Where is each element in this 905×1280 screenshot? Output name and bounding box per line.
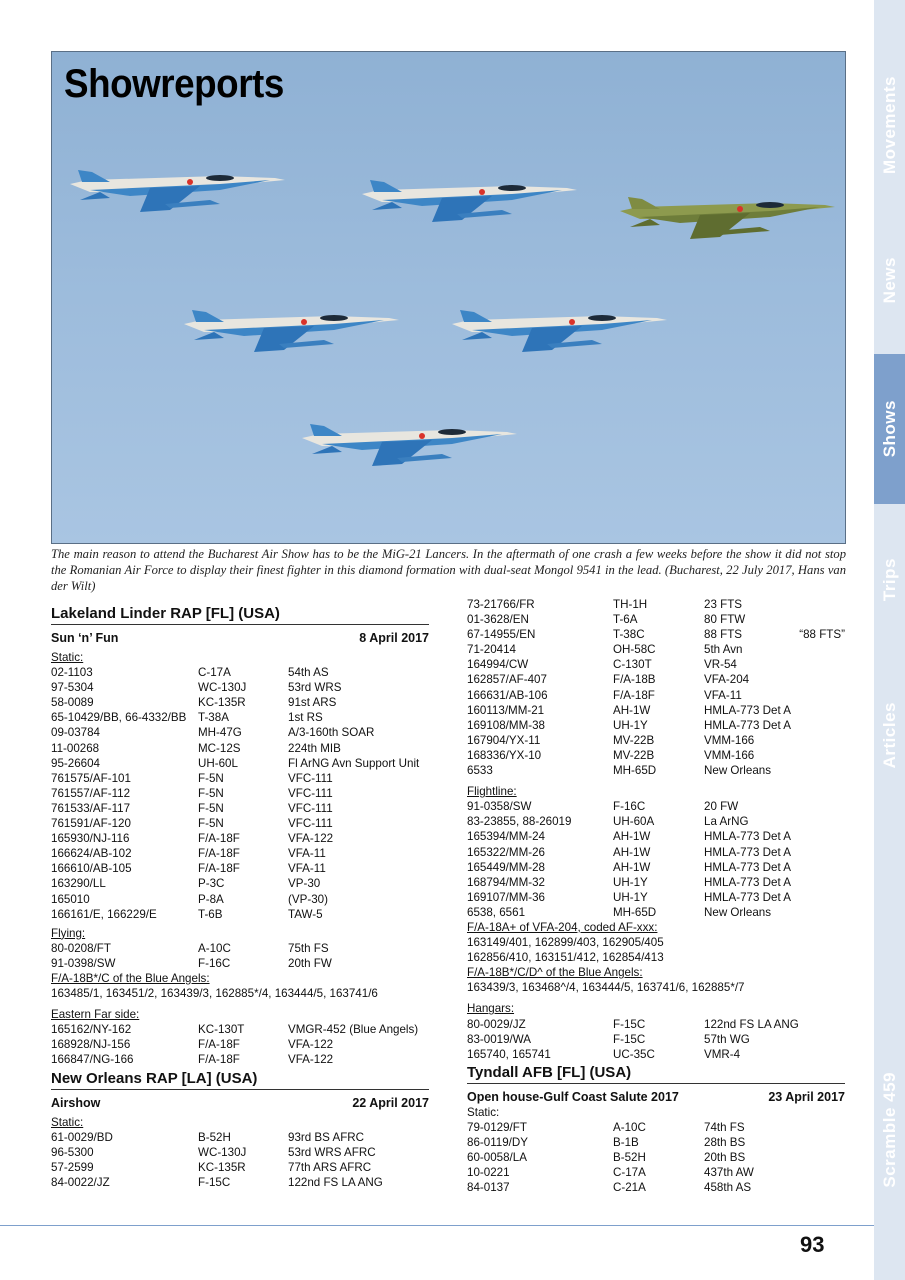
flightline-label: Flightline:: [467, 785, 517, 799]
aircraft-row: [51, 1160, 429, 1175]
blue-angels-serials: 163485/1, 163451/2, 163439/3, 162885*/4, 163444/5, 163741/6: [51, 987, 378, 1001]
serial: 91-0398/SW: [51, 956, 116, 970]
aircraft-row: [467, 612, 845, 627]
aircraft-row: [467, 748, 845, 763]
type: F-5N: [198, 786, 224, 800]
event-header: [51, 630, 429, 646]
event-header: [467, 1089, 845, 1105]
aircraft-row: [51, 876, 429, 891]
unit: 437th AW: [704, 1166, 754, 1180]
note: “88 FTS”: [799, 628, 845, 642]
tab-news[interactable]: News: [879, 256, 899, 304]
serial: 165449/MM-28: [467, 860, 545, 874]
serial: 165162/NY-162: [51, 1023, 132, 1037]
type: F/A-18F: [198, 847, 240, 861]
eastern-label: Eastern Far side:: [51, 1008, 140, 1022]
type: F/A-18B: [613, 673, 656, 687]
static-label: Static:: [51, 651, 84, 664]
unit: 20 FW: [704, 800, 739, 814]
serial: 95-26604: [51, 756, 100, 770]
type: C-130T: [613, 658, 652, 672]
type: UH-1Y: [613, 718, 648, 732]
aircraft-row: [51, 1052, 429, 1067]
serial: 761575/AF-101: [51, 771, 131, 785]
unit: VFA-204: [704, 673, 750, 687]
flightline-list: [467, 799, 845, 920]
aircraft-row: [467, 845, 845, 860]
unit: 20th FW: [288, 956, 332, 970]
mig21-formation-illustration: [52, 52, 845, 543]
serial: 166847/NG-166: [51, 1053, 134, 1067]
unit: VFA-122: [288, 1053, 334, 1067]
aircraft-row: [467, 657, 845, 672]
serial: 91-0358/SW: [467, 800, 532, 814]
aircraft-row: [51, 831, 429, 846]
jet-center-top: [362, 180, 577, 222]
serial: 11-00268: [51, 741, 100, 755]
unit: New Orleans: [704, 764, 772, 778]
unit: VMM-166: [704, 748, 755, 762]
serial: 166631/AB-106: [467, 688, 548, 702]
aircraft-row: [467, 688, 845, 703]
serial: 97-5304: [51, 681, 94, 695]
blue-angels-serials: 163439/3, 163468^/4, 163444/5, 163741/6, 162885*/7: [467, 981, 745, 995]
serial: 165394/MM-24: [467, 830, 545, 844]
type: UC-35C: [613, 1047, 655, 1061]
unit: 88 FTS: [704, 628, 743, 642]
aircraft-row: [51, 1175, 429, 1190]
aircraft-row: [51, 1022, 429, 1037]
serial: 165010: [51, 892, 90, 906]
type: T-38A: [198, 711, 229, 725]
serial: 84-0137: [467, 1181, 510, 1195]
unit: 74th FS: [704, 1120, 745, 1134]
hangars-label: Hangars:: [467, 1002, 515, 1016]
jet-left-top: [70, 170, 285, 212]
aircraft-row: [467, 814, 845, 829]
type: AH-1W: [613, 830, 651, 844]
unit: VFA-11: [704, 688, 742, 702]
type: MH-47G: [198, 726, 242, 740]
vfa204-line-1: 163149/401, 162899/403, 162905/405: [467, 936, 664, 950]
aircraft-row: [51, 695, 429, 710]
unit: HMLA-773 Det A: [704, 830, 791, 844]
unit: 458th AS: [704, 1181, 752, 1195]
serial: 01-3628/EN: [467, 613, 529, 627]
unit: 91st ARS: [288, 696, 337, 710]
serial: 761557/AF-112: [51, 786, 131, 800]
serial: 166610/AB-105: [51, 862, 132, 876]
photo-caption: The main reason to attend the Bucharest Air Show has to be the MiG-21 Lancers. In the aftermath of one crash a few weeks before the show it did not stop the Romanian Air Force to display their finest fighter in this diamond formation with dual-seat Mongol 9541 in the lead. (Bucharest, 22 July 2017, Hans van der Wilt): [51, 547, 846, 593]
tab-articles[interactable]: Articles: [879, 701, 899, 769]
blue-angels-label: F/A-18B*/C/D^ of the Blue Angels:: [467, 966, 643, 980]
static-label: Static:: [51, 1115, 84, 1129]
serial: 163290/LL: [51, 877, 106, 891]
section-title-new-orleans: New Orleans RAP [LA] (USA): [51, 1070, 429, 1090]
serial: 165740, 165741: [467, 1047, 551, 1061]
unit: 77th ARS AFRC: [288, 1160, 372, 1174]
unit: 80 FTW: [704, 613, 746, 627]
serial: 60-0058/LA: [467, 1151, 527, 1165]
section-tabs: [874, 0, 905, 1280]
left-column: [51, 603, 429, 1190]
aircraft-row: [51, 846, 429, 861]
type: C-21A: [613, 1181, 646, 1195]
serial: 168928/NJ-156: [51, 1038, 131, 1052]
type: MH-65D: [613, 764, 657, 778]
type: T-6A: [613, 613, 638, 627]
type: UH-1Y: [613, 875, 648, 889]
unit: 23 FTS: [704, 598, 743, 611]
unit: A/3-160th SOAR: [288, 726, 375, 740]
serial: 96-5300: [51, 1145, 94, 1159]
unit: (VP-30): [288, 892, 328, 906]
event-date: 22 April 2017: [352, 1095, 429, 1110]
aircraft-row: [467, 905, 845, 920]
type: WC-130J: [198, 1145, 247, 1159]
jet-green-lead: [620, 197, 835, 239]
page-number: 93: [800, 1232, 825, 1257]
unit: VMR-4: [704, 1047, 741, 1061]
static-label: Static:: [467, 1105, 500, 1119]
aircraft-row: [51, 680, 429, 695]
aircraft-row: [51, 725, 429, 740]
type: KC-135R: [198, 1160, 246, 1174]
type: C-17A: [613, 1166, 646, 1180]
type: F-15C: [613, 1017, 646, 1031]
type: UH-60L: [198, 756, 238, 770]
serial: 168336/YX-10: [467, 748, 542, 762]
right-column: [467, 597, 845, 1195]
type: MV-22B: [613, 748, 655, 762]
aircraft-row: [51, 892, 429, 907]
aircraft-row: [467, 1120, 845, 1135]
serial: 02-1103: [51, 666, 93, 680]
type: P-3C: [198, 877, 225, 891]
aircraft-row: [467, 703, 845, 718]
unit: VFC-111: [288, 771, 333, 785]
serial: 83-0019/WA: [467, 1032, 532, 1046]
aircraft-row: [51, 665, 429, 680]
serial: 79-0129/FT: [467, 1120, 527, 1134]
type: F-16C: [613, 800, 646, 814]
unit: 53rd WRS: [288, 681, 342, 695]
new-orleans-static-list: [51, 1130, 429, 1190]
serial: 169107/MM-36: [467, 890, 545, 904]
aircraft-row: [467, 1180, 845, 1195]
serial: 167904/YX-11: [467, 733, 541, 747]
aircraft-row: [467, 672, 845, 687]
type: KC-135R: [198, 696, 246, 710]
tab-trips[interactable]: Trips: [879, 558, 899, 602]
unit: 5th Avn: [704, 643, 743, 657]
type: AH-1W: [613, 703, 651, 717]
aircraft-row: [51, 907, 429, 922]
blue-angels-label: F/A-18B*/C of the Blue Angels:: [51, 971, 210, 985]
event-name: Airshow: [51, 1095, 101, 1110]
type: F/A-18F: [198, 1038, 240, 1052]
tab-movements[interactable]: Movements: [879, 75, 899, 175]
aircraft-row: [51, 710, 429, 725]
type: F/A-18F: [198, 832, 240, 846]
type: F/A-18F: [613, 688, 655, 702]
unit: 122nd FS LA ANG: [288, 1175, 383, 1189]
unit: VP-30: [288, 877, 321, 891]
unit: VFC-111: [288, 786, 333, 800]
type: F-5N: [198, 771, 224, 785]
type: F-15C: [198, 1175, 231, 1189]
serial: 83-23855, 88-26019: [467, 815, 572, 829]
event-date: 8 April 2017: [359, 631, 429, 645]
unit: HMLA-773 Det A: [704, 845, 791, 859]
aircraft-row: [467, 890, 845, 905]
unit: VFC-111: [288, 817, 333, 831]
serial: 65-10429/BB, 66-4332/BB: [51, 711, 187, 725]
type: OH-58C: [613, 643, 656, 657]
unit: La ArNG: [704, 815, 749, 829]
unit: HMLA-773 Det A: [704, 703, 791, 717]
type: A-10C: [613, 1120, 646, 1134]
serial: 58-0089: [51, 696, 94, 710]
serial: 80-0208/FT: [51, 941, 111, 955]
aircraft-row: [51, 786, 429, 801]
aircraft-row: [467, 642, 845, 657]
footer-rule: [0, 1225, 874, 1226]
aircraft-row: [467, 763, 845, 778]
section-title-lakeland: Lakeland Linder RAP [FL] (USA): [51, 605, 429, 625]
aircraft-row: [51, 756, 429, 771]
aircraft-row: [467, 1165, 845, 1180]
unit: HMLA-773 Det A: [704, 875, 791, 889]
type: T-6B: [198, 907, 223, 921]
unit: VMGR-452 (Blue Angels): [288, 1023, 419, 1037]
aircraft-row: [51, 1037, 429, 1052]
aircraft-row: [51, 801, 429, 816]
aircraft-row: [467, 860, 845, 875]
type: B-52H: [198, 1130, 231, 1144]
serial: 761591/AF-120: [51, 817, 131, 831]
aircraft-row: [51, 941, 429, 956]
unit: 20th BS: [704, 1151, 746, 1165]
aircraft-row: [467, 1047, 845, 1062]
unit: VFA-11: [288, 862, 326, 876]
event-name: Sun ‘n’ Fun: [51, 631, 119, 645]
serial: 84-0022/JZ: [51, 1175, 110, 1189]
flying-label: Flying:: [51, 926, 86, 940]
hangars-list: [467, 1017, 845, 1062]
aircraft-row: [467, 829, 845, 844]
jet-left-middle: [184, 310, 399, 352]
type: MH-65D: [613, 905, 657, 919]
unit: 1st RS: [288, 711, 323, 725]
unit: 54th AS: [288, 666, 329, 680]
unit: HMLA-773 Det A: [704, 718, 791, 732]
type: F/A-18F: [198, 862, 240, 876]
aircraft-row: [467, 875, 845, 890]
tab-shows[interactable]: Shows: [874, 354, 905, 504]
type: F-15C: [613, 1032, 646, 1046]
unit: VFC-111: [288, 801, 333, 815]
unit: HMLA-773 Det A: [704, 860, 791, 874]
unit: New Orleans: [704, 905, 772, 919]
type: WC-130J: [198, 681, 247, 695]
aircraft-row: [51, 741, 429, 756]
type: MV-22B: [613, 733, 655, 747]
serial: 67-14955/EN: [467, 628, 536, 642]
type: F-5N: [198, 801, 224, 815]
aircraft-row: [51, 1145, 429, 1160]
aircraft-row: [467, 597, 845, 612]
aircraft-row: [51, 1130, 429, 1145]
section-title-tyndall: Tyndall AFB [FL] (USA): [467, 1064, 845, 1084]
unit: HMLA-773 Det A: [704, 890, 791, 904]
unit: VFA-122: [288, 1038, 334, 1052]
aircraft-row: [51, 956, 429, 971]
aircraft-row: [467, 733, 845, 748]
event-name: Open house-Gulf Coast Salute 2017: [467, 1089, 679, 1104]
serial: 165930/NJ-116: [51, 832, 130, 846]
serial: 162857/AF-407: [467, 673, 547, 687]
serial: 73-21766/FR: [467, 598, 535, 611]
type: P-8A: [198, 892, 224, 906]
type: F/A-18F: [198, 1053, 240, 1067]
serial: 80-0029/JZ: [467, 1017, 526, 1031]
serial: 6538, 6561: [467, 905, 526, 919]
type: F-16C: [198, 956, 231, 970]
tab-scramble-issue[interactable]: Scramble 459: [879, 1072, 899, 1188]
serial: 86-0119/DY: [467, 1136, 529, 1149]
unit: Fl ArNG Avn Support Unit: [288, 756, 420, 770]
vfa204-line-2: 162856/410, 163151/412, 162854/413: [467, 951, 664, 965]
aircraft-row: [467, 718, 845, 733]
unit: VFA-122: [288, 832, 334, 846]
jet-bottom: [302, 424, 517, 466]
serial: 165322/MM-26: [467, 845, 545, 859]
event-header: [51, 1095, 429, 1111]
serial: 168794/MM-32: [467, 875, 545, 889]
serial: 169108/MM-38: [467, 718, 545, 732]
aircraft-row: [467, 1017, 845, 1032]
unit: 224th MIB: [288, 741, 341, 755]
unit: VR-54: [704, 658, 737, 672]
serial: 71-20414: [467, 643, 516, 657]
type: UH-60A: [613, 815, 655, 829]
serial: 164994/CW: [467, 658, 529, 672]
page-title: Showreports: [64, 62, 284, 106]
serial: 166161/E, 166229/E: [51, 907, 157, 921]
aircraft-row: [467, 1150, 845, 1165]
unit: 75th FS: [288, 941, 329, 955]
serial: 166624/AB-102: [51, 847, 132, 861]
type: TH-1H: [613, 598, 648, 611]
serial: 160113/MM-21: [467, 703, 545, 717]
type: AH-1W: [613, 845, 651, 859]
unit: 28th BS: [704, 1136, 746, 1149]
unit: TAW-5: [288, 907, 323, 921]
type: AH-1W: [613, 860, 651, 874]
unit: 93rd BS AFRC: [288, 1130, 365, 1144]
serial: 09-03784: [51, 726, 100, 740]
aircraft-row: [467, 1032, 845, 1047]
lakeland-static-list: [51, 665, 429, 922]
type: B-1B: [613, 1136, 639, 1149]
serial: 6533: [467, 764, 493, 778]
unit: 53rd WRS AFRC: [288, 1145, 376, 1159]
lakeland-eastern-list: [51, 1022, 429, 1067]
aircraft-row: [51, 771, 429, 786]
aircraft-row: [467, 627, 845, 642]
type: C-17A: [198, 666, 231, 680]
unit: 122nd FS LA ANG: [704, 1017, 799, 1031]
type: B-52H: [613, 1151, 646, 1165]
type: MC-12S: [198, 741, 241, 755]
type: T-38C: [613, 628, 645, 642]
tyndall-static-list: [467, 1120, 845, 1195]
jet-right-middle: [452, 310, 667, 352]
serial: 761533/AF-117: [51, 801, 131, 815]
aircraft-row: [51, 861, 429, 876]
unit: 57th WG: [704, 1032, 750, 1046]
event-date: 23 April 2017: [768, 1089, 845, 1104]
type: UH-1Y: [613, 890, 648, 904]
type: KC-130T: [198, 1023, 245, 1037]
type: F-5N: [198, 817, 224, 831]
vfa204-label: F/A-18A+ of VFA-204, coded AF-xxx:: [467, 920, 658, 934]
unit: VMM-166: [704, 733, 755, 747]
aircraft-row: [467, 1135, 845, 1150]
unit: VFA-11: [288, 847, 326, 861]
serial: 10-0221: [467, 1166, 510, 1180]
type: A-10C: [198, 941, 231, 955]
serial: 61-0029/BD: [51, 1130, 113, 1144]
new-orleans-static-continued: [467, 597, 845, 778]
lakeland-flying-list: [51, 941, 429, 971]
aircraft-row: [467, 799, 845, 814]
serial: 57-2599: [51, 1160, 94, 1174]
aircraft-row: [51, 816, 429, 831]
formation-photo: [51, 51, 846, 544]
